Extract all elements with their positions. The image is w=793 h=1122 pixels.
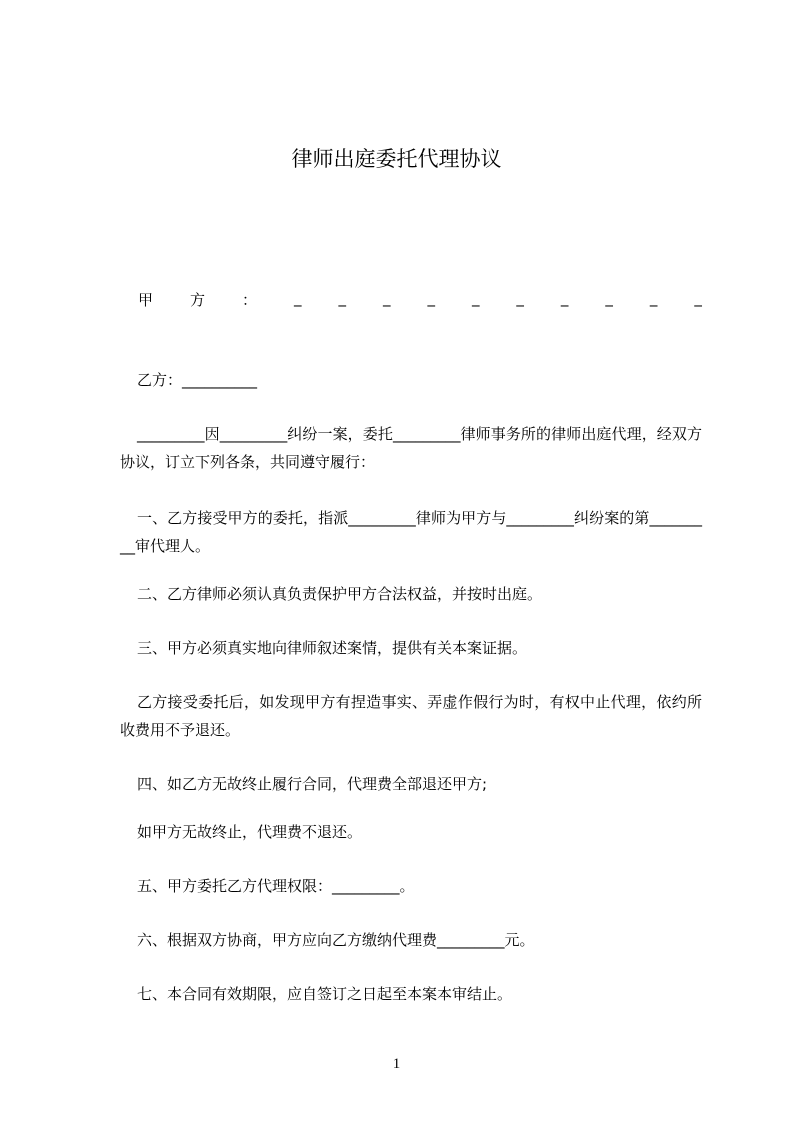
document-title: 律师出庭委托代理协议: [291, 147, 502, 171]
clause-4-note: 如甲方无故终止，代理费不退还。: [137, 823, 363, 841]
blank: _: [471, 289, 480, 307]
paragraph-intro: _________因_________纠纷一案，委托_________律师事务所的律师出庭代理，经双方协议，订立下列各条，共同遵守履行：: [120, 425, 702, 471]
party-a-char: 甲: [138, 291, 154, 309]
party-a-char: 方: [190, 291, 206, 309]
blank: _: [560, 289, 569, 307]
clause-1: 一、乙方接受甲方的委托，指派_________律师为甲方与_________纠纷案的第_________审代理人。: [120, 509, 702, 555]
clause-3: 三、甲方必须真实地向律师叙述案情，提供有关本案证据。: [137, 639, 528, 657]
blank: _: [427, 289, 435, 307]
clause-7: 七、本合同有效期限，应自签订之日起至本案本审结止。: [137, 985, 513, 1003]
party-a-char: ：: [242, 291, 258, 309]
party-b-line: 乙方：__________: [137, 371, 258, 389]
blank: _: [294, 289, 302, 307]
blank: _: [338, 289, 346, 307]
clause-4: 四、如乙方无故终止履行合同，代理费全部退还甲方;: [137, 775, 488, 793]
blank: _: [605, 289, 613, 307]
clause-2: 二、乙方律师必须认真负责保护甲方合法权益，并按时出庭。: [137, 585, 543, 603]
clause-3-note: 乙方接受委托后，如发现甲方有捏造事实、弄虚作假行为时，有权中止代理，依约所收费用不予退还。: [120, 693, 702, 739]
clause-5: 五、甲方委托乙方代理权限：_________。: [137, 877, 415, 895]
blank: _: [649, 289, 658, 307]
party-a-line: [138, 289, 702, 310]
blank: _: [694, 289, 702, 307]
page-number: 1: [392, 1056, 401, 1072]
blank: _: [516, 289, 524, 307]
blank: _: [382, 289, 391, 307]
clause-6: 六、根据双方协商，甲方应向乙方缴纳代理费_________元。: [137, 931, 535, 949]
